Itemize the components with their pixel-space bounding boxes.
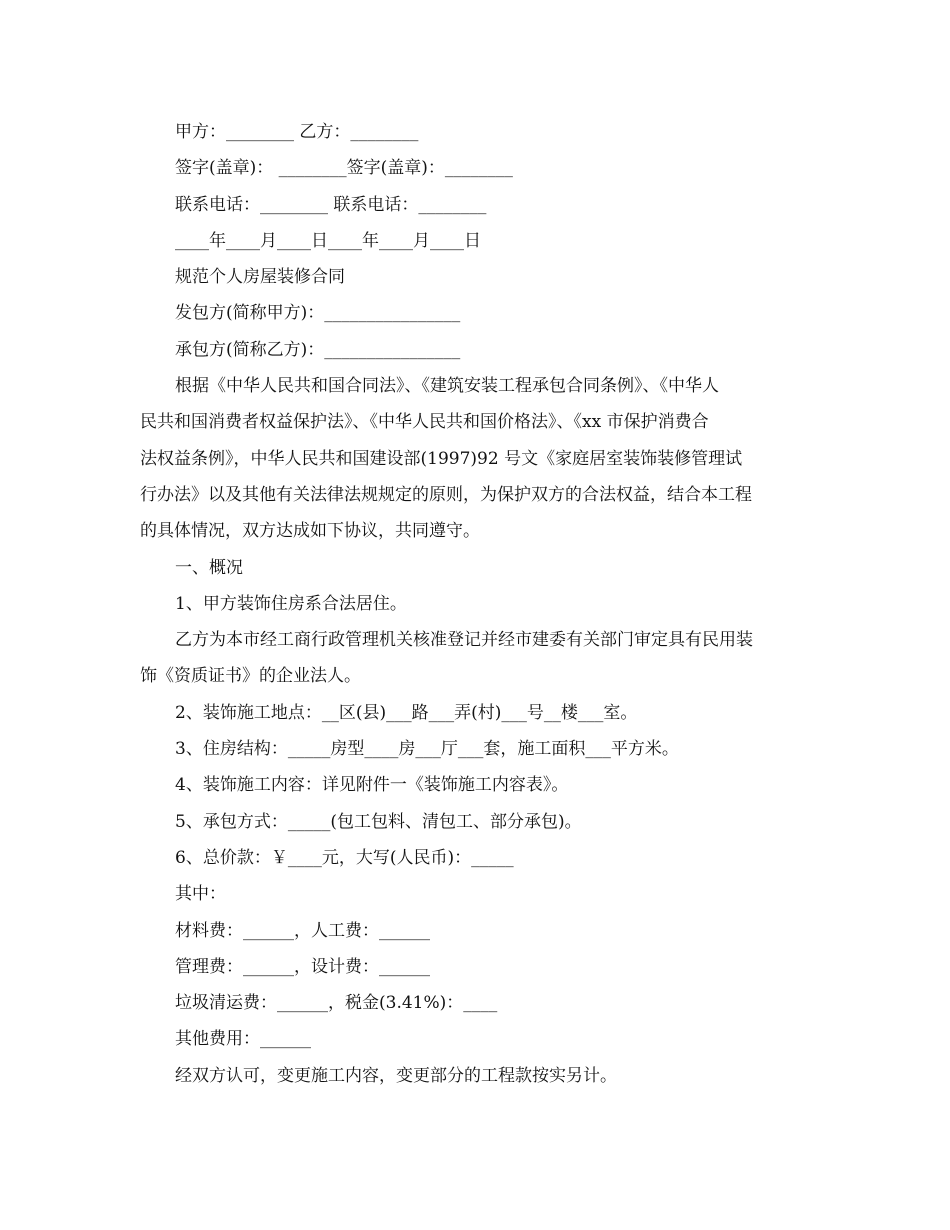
- fee-materials-labor: 材料费：______，人工费：______: [175, 920, 430, 941]
- preamble-line-2: 民共和国消费者权益保护法》、《中华人民共和国价格法》、《xx 市保护消费合: [140, 412, 709, 433]
- clause-5: 5、承包方式：_____(包工包料、清包工、部分承包)。: [175, 811, 582, 832]
- phone-line: 联系电话：________ 联系电话：________: [175, 194, 487, 215]
- preamble-line-5: 的具体情况，双方达成如下协议，共同遵守。: [140, 521, 480, 542]
- contract-title: 规范个人房屋装修合同: [175, 267, 345, 288]
- fee-management-design: 管理费：______，设计费：______: [175, 956, 430, 977]
- party-b-line: 承包方(简称乙方)：________________: [175, 339, 461, 360]
- preamble-line-3: 法权益条例》，中华人民共和国建设部(1997)92 号文《家庭居室装饰装修管理试: [140, 448, 743, 469]
- fee-waste-tax: 垃圾清运费：______，税金(3.41%)：____: [175, 993, 498, 1014]
- clause-1-detail-line-1: 乙方为本市经工商行政管理机关核准登记并经市建委有关部门审定具有民用装: [175, 630, 753, 651]
- clause-1: 1、甲方装饰住房系合法居住。: [175, 593, 407, 614]
- clause-4: 4、装饰施工内容：详见附件一《装饰施工内容表》。: [175, 775, 569, 796]
- preamble-line-1: 根据《中华人民共和国合同法》、《建筑安装工程承包合同条例》、《中华人: [175, 376, 719, 397]
- party-line: 甲方：________ 乙方：________: [175, 122, 419, 142]
- date-line: ____年____月____日____年____月____日: [175, 230, 481, 251]
- clause-1-detail-line-2: 饰《资质证书》的企业法人。: [140, 666, 361, 687]
- clause-6: 6、总价款：￥____元，大写(人民币)：_____: [175, 847, 514, 868]
- change-terms: 经双方认可，变更施工内容，变更部分的工程款按实另计。: [175, 1065, 617, 1086]
- clause-3: 3、住房结构：_____房型____房___厅___套，施工面积___平方米。: [175, 739, 679, 760]
- preamble-line-4: 行办法》以及其他有关法律法规规定的原则，为保护双方的合法权益，结合本工程: [140, 484, 752, 505]
- party-a-line: 发包方(简称甲方)：________________: [175, 303, 461, 324]
- signature-line: 签字(盖章)： ________签字(盖章)：________: [175, 158, 513, 179]
- section-heading-overview: 一、概况: [175, 557, 243, 578]
- fee-breakdown-heading: 其中：: [175, 884, 226, 905]
- clause-2: 2、装饰施工地点：__区(县)___路___弄(村)___号__楼___室。: [175, 702, 638, 723]
- document-body: [140, 114, 820, 1094]
- fee-other: 其他费用：______: [175, 1029, 311, 1050]
